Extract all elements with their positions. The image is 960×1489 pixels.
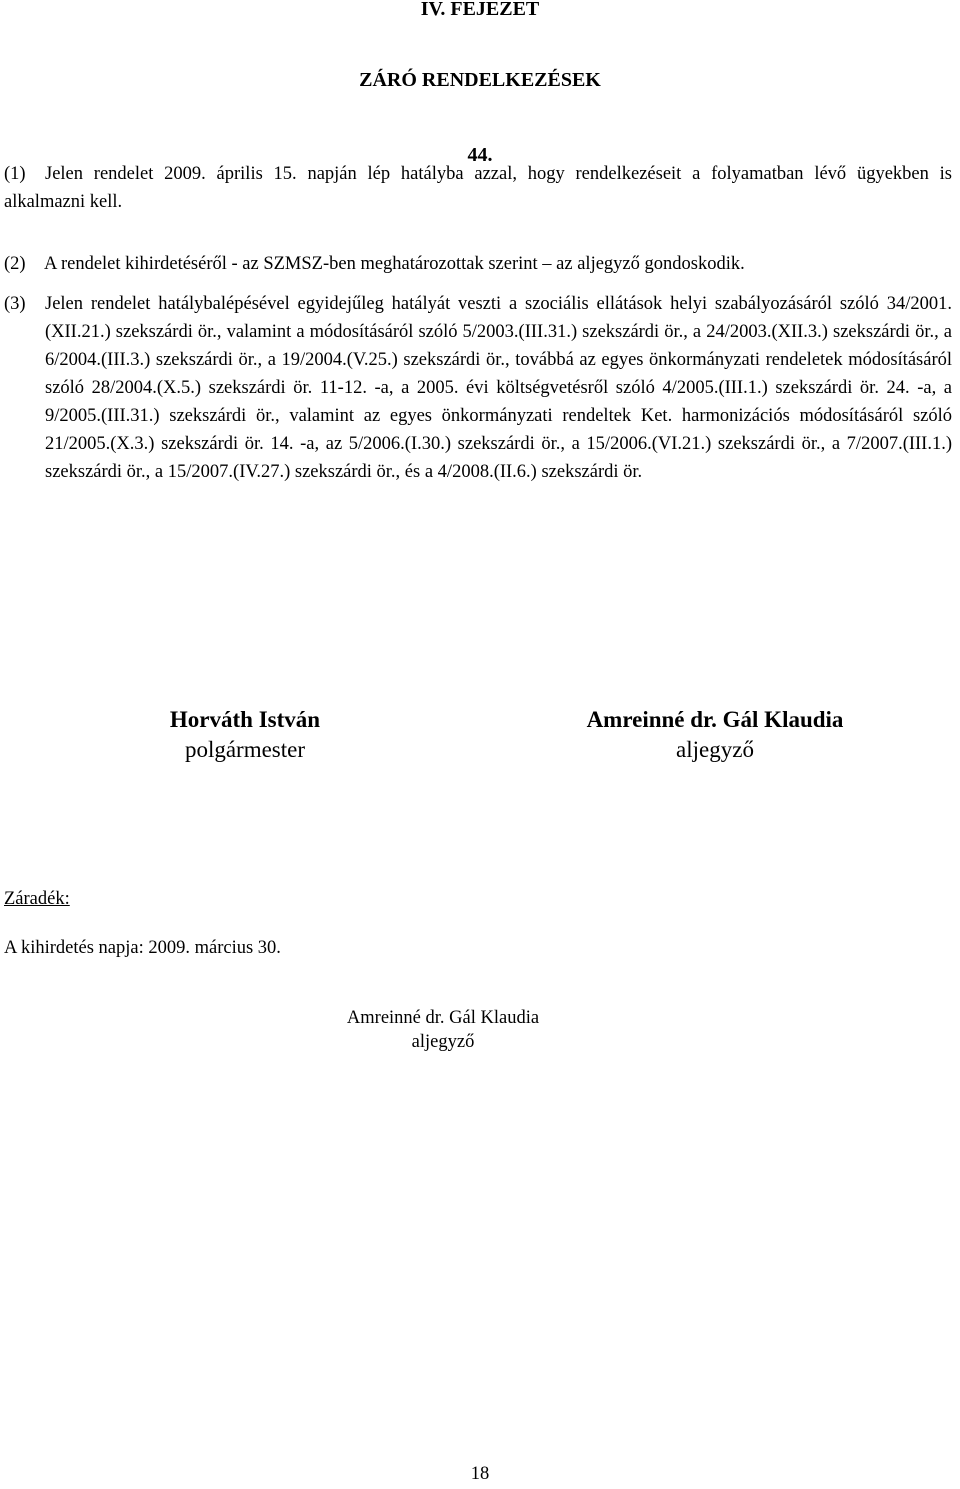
chapter-heading: IV. FEJEZET (420, 0, 540, 20)
clause-signature (300, 1006, 586, 1054)
signature-notary-name: Amreinné dr. Gál Klaudia (586, 707, 844, 732)
announcement-date: A kihirdetés napja: 2009. március 30. (4, 938, 281, 958)
paragraph-1-line-2: alkalmazni kell. (4, 192, 123, 212)
signature-mayor (120, 705, 370, 765)
clause-signer-name: Amreinné dr. Gál Klaudia (346, 1008, 540, 1028)
signature-mayor-title: polgármester (184, 737, 306, 762)
section-number-text: 44. (467, 144, 493, 166)
signature-mayor-name: Horváth István (169, 707, 321, 732)
paragraph-3-number: (3) (4, 294, 26, 314)
signature-notary-title: aljegyző (676, 737, 754, 762)
chapter-title: ZÁRÓ RENDELKEZÉSEK (359, 69, 601, 91)
signature-notary (540, 705, 890, 765)
page-number: 18 (470, 1464, 490, 1484)
paragraph-1-line-1: Jelen rendelet 2009. április 15. napján lép hatályba azzal, hogy rendelkezéseit a folyamatban lévő ügyekben is (45, 164, 952, 184)
clause-signer-title: aljegyző (411, 1032, 475, 1052)
paragraph-3-text: Jelen rendelet hatálybalépésével egyidejűleg hatályát veszti a szociális ellátások helyi szabályozásáról szóló 34/2001.(XII.21.) szekszárdi ör., valamint a módosításáról szóló 5/2003.(III.31.) szekszárdi ör., a 24/2003.(XII.3.) szekszárdi ör., a 6/2004.(III.3.) szekszárdi ör., a 19/2004.(V.25.) szekszárdi ör., továbbá az egyes önkormányzati rendeletek módosításáról szóló 28/2004.(X.5.) szekszárdi ör. 11-12. -a, a 2005. évi költségvetésről szóló 4/2005.(III.1.) szekszárdi ör. 24. -a, a 9/2005.(III.31.) szekszárdi ör., valamint az egyes önkormányzati rendeltek Ket. harmonizációs módosításáról szóló 21/2005.(X.3.) szekszárdi ör. 14. -a, az 5/2006.(I.30.) szekszárdi ör., a 15/2006.(VI.21.) szekszárdi ör., a 7/2007.(III.1.) szekszárdi ör., a 15/2007.(IV.27.) szekszárdi ör., és a 4/2008.(II.6.) szekszárdi ör. (45, 294, 952, 482)
paragraph-2-text: A rendelet kihirdetéséről - az SZMSZ-ben meghatározottak szerint – az aljegyző gondoskodik. (44, 254, 745, 274)
clause-label: Záradék: (4, 889, 70, 909)
paragraph-2 (4, 250, 954, 278)
paragraph-1-number: (1) (4, 164, 26, 184)
paragraph-2-number: (2) (4, 254, 26, 274)
